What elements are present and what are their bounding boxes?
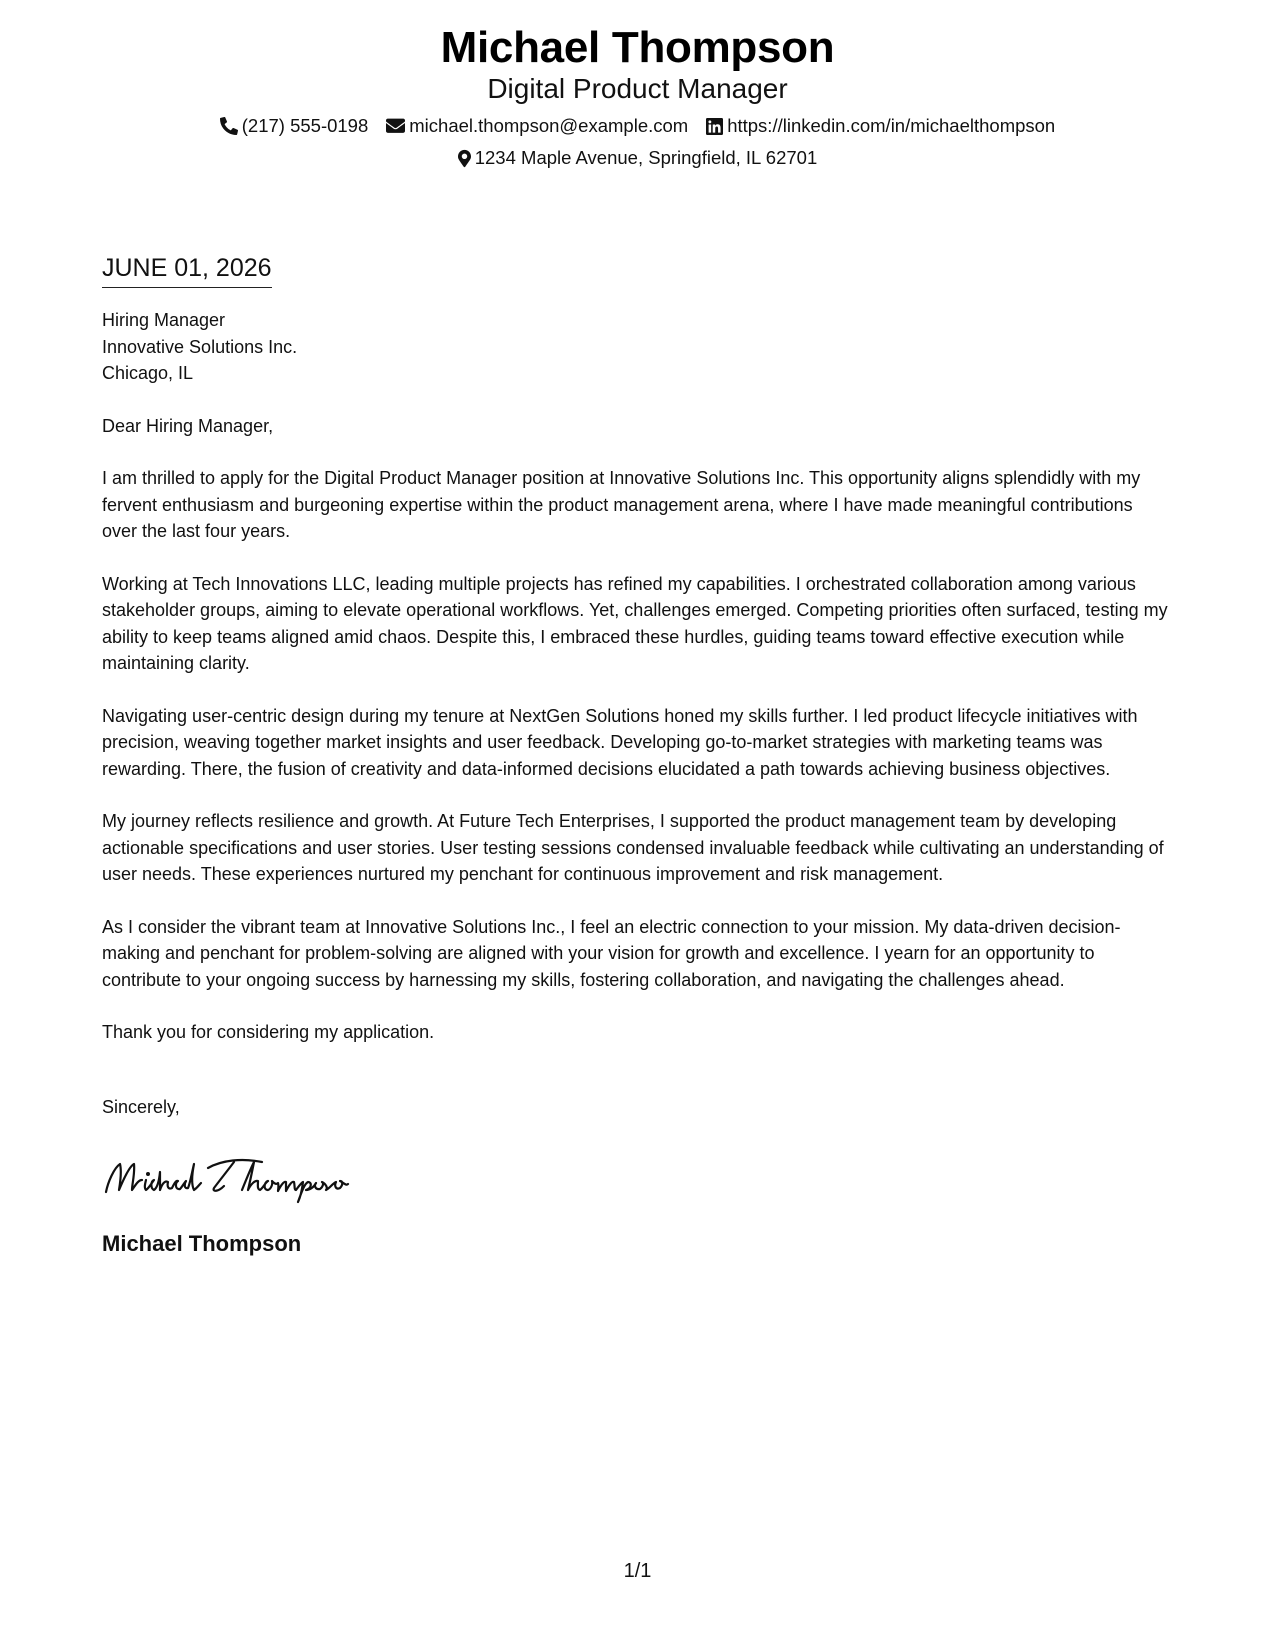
body-paragraph: Thank you for considering my application.: [102, 1022, 435, 1042]
body-paragraph: Working at Tech Innovations LLC, leading multiple projects has refined my capabilities. I orchestrated collaboration among various stakeholder groups, aiming to elevate operational workflows. Yet, challenges emerged. Competing priorities often surfaced, testing my ability to keep teams aligned amid chaos. Despite this, I embraced these hurdles, guiding teams toward effective execution while maintaining clarity.: [102, 573, 1168, 673]
body-paragraph: Navigating user-centric design during my tenure at NextGen Solutions honed my skills further. I led product lifecycle initiatives with precision, weaving together market insights and user feedback. Developing go-to-market strategies with marketing teams was rewarding. There, the fusion of creativity and data-informed decisions elucidated a path towards achieving business objectives.: [102, 705, 1138, 779]
linkedin-icon: [706, 118, 723, 135]
page-number: 1/1: [623, 1560, 652, 1582]
signed-name: Michael Thompson: [102, 1230, 302, 1256]
recipient-company: Innovative Solutions Inc.: [102, 336, 298, 357]
contact-phone: [220, 114, 369, 138]
linkedin-link[interactable]: https://linkedin.com/in/michaelthompson: [727, 115, 1056, 136]
address-text: 1234 Maple Avenue, Springfield, IL 62701: [474, 147, 818, 168]
salutation: Dear Hiring Manager,: [102, 415, 274, 436]
recipient-block: [102, 307, 1172, 387]
phone-number: (217) 555-0198: [241, 115, 369, 136]
phone-icon: [220, 117, 238, 135]
body-paragraph: As I consider the vibrant team at Innovative Solutions Inc., I feel an electric connection to your mission. My data-driven decision-making and penchant for problem-solving are aligned with your vision for growth and excellence. I yearn for an opportunity to contribute to your ongoing success by harnessing my skills, fostering collaboration, and navigating the challenges ahead.: [102, 916, 1121, 990]
contact-linkedin: [706, 114, 1055, 138]
letter-date: JUNE 01, 2026: [102, 252, 272, 288]
body-paragraph: I am thrilled to apply for the Digital Product Manager position at Innovative Solutions Inc. This opportunity aligns splendidly with my fervent enthusiasm and burgeoning expertise within the product management arena, where I have made meaningful contributions over the last four years.: [102, 468, 1141, 541]
body-paragraph: My journey reflects resilience and growth. At Future Tech Enterprises, I supported the product management team by developing actionable specifications and user stories. User testing sessions condensed invaluable feedback while cultivating an understanding of user needs. These experiences nurtured my penchant for continuous improvement and risk management.: [102, 811, 1164, 884]
map-pin-icon: [458, 149, 471, 168]
contact-address: [458, 146, 818, 170]
letter-body: [102, 252, 1172, 1258]
applicant-name: Michael Thompson: [440, 23, 835, 72]
date-block: [102, 252, 272, 288]
recipient-title: Hiring Manager: [102, 310, 226, 330]
envelope-icon: [386, 118, 405, 134]
closing: Sincerely,: [102, 1096, 180, 1117]
contact-row-secondary: [0, 146, 1275, 170]
recipient-location: Chicago, IL: [102, 363, 194, 383]
contact-row-primary: [0, 114, 1275, 138]
email-link[interactable]: michael.thompson@example.com: [409, 115, 689, 136]
applicant-role: Digital Product Manager: [487, 73, 788, 104]
handwritten-signature: [102, 1150, 372, 1204]
contact-email: [386, 114, 688, 138]
letter-header: [0, 22, 1275, 170]
